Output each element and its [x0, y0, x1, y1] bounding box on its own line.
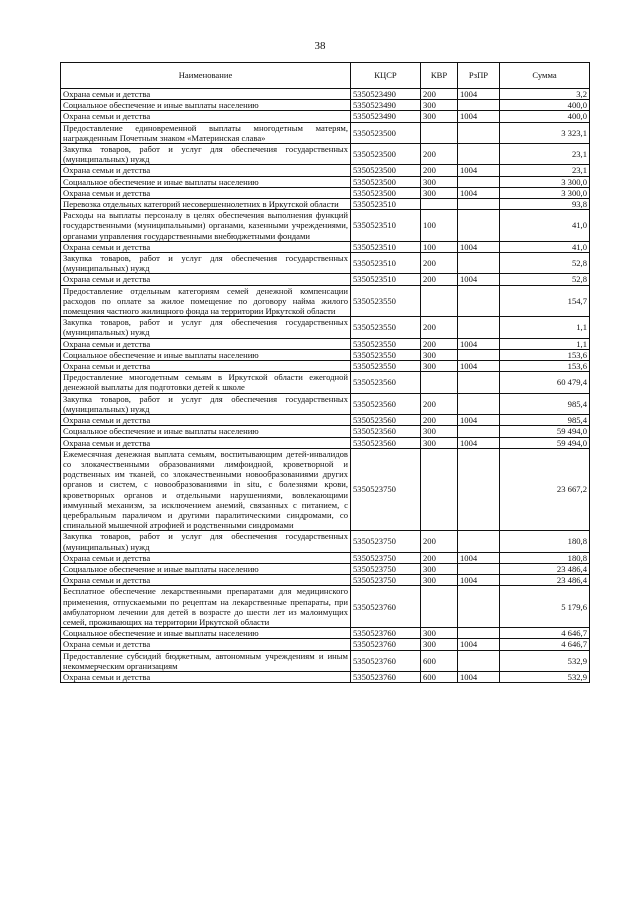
- cell-name: Социальное обеспечение и иные выплаты населению: [61, 426, 351, 437]
- cell-rzpr: [458, 317, 500, 338]
- cell-kvr: [421, 448, 458, 531]
- cell-rzpr: 1004: [458, 415, 500, 426]
- cell-rzpr: [458, 100, 500, 111]
- cell-rzpr: [458, 393, 500, 414]
- table-row: [61, 111, 590, 122]
- table-row: [61, 586, 590, 628]
- table-row: [61, 122, 590, 143]
- cell-sum: 41,0: [500, 210, 590, 242]
- cell-kcsr: 5350523550: [351, 361, 421, 372]
- table-row: [61, 531, 590, 552]
- table-row: [61, 552, 590, 563]
- cell-rzpr: 1004: [458, 639, 500, 650]
- table-row: [61, 144, 590, 165]
- cell-rzpr: 1004: [458, 437, 500, 448]
- cell-kvr: 200: [421, 274, 458, 285]
- cell-rzpr: [458, 176, 500, 187]
- cell-kcsr: 5350523510: [351, 210, 421, 242]
- cell-name: Закупка товаров, работ и услуг для обеспечения государственных (муниципальных) нужд: [61, 317, 351, 338]
- page-number: 38: [314, 40, 326, 52]
- table-row: [61, 89, 590, 100]
- cell-rzpr: [458, 628, 500, 639]
- cell-rzpr: 1004: [458, 241, 500, 252]
- cell-rzpr: [458, 253, 500, 274]
- table-row: [61, 253, 590, 274]
- cell-sum: 23,1: [500, 165, 590, 176]
- cell-name: Перевозка отдельных категорий несовершеннолетних в Иркутской области: [61, 199, 351, 210]
- cell-kvr: 200: [421, 144, 458, 165]
- cell-name: Охрана семьи и детства: [61, 274, 351, 285]
- table-row: [61, 448, 590, 531]
- cell-sum: 532,9: [500, 671, 590, 682]
- cell-name: Расходы на выплаты персоналу в целях обеспечения выполнения функций государственными (муниципальными) органами, казенными учреждениями, органами управления государственными внебюджетными фондами: [61, 210, 351, 242]
- cell-name: Социальное обеспечение и иные выплаты населению: [61, 628, 351, 639]
- cell-kcsr: 5350523490: [351, 89, 421, 100]
- cell-kcsr: 5350523490: [351, 111, 421, 122]
- table-row: [61, 628, 590, 639]
- cell-kcsr: 5350523750: [351, 448, 421, 531]
- cell-kvr: 600: [421, 671, 458, 682]
- table-row: [61, 100, 590, 111]
- cell-sum: 3 323,1: [500, 122, 590, 143]
- cell-kcsr: 5350523750: [351, 552, 421, 563]
- cell-name: Предоставление субсидий бюджетным, автономным учреждениям и иным некоммерческим организациям: [61, 650, 351, 671]
- table-row: [61, 575, 590, 586]
- cell-sum: 180,8: [500, 531, 590, 552]
- cell-name: Охрана семьи и детства: [61, 338, 351, 349]
- cell-kcsr: 5350523560: [351, 393, 421, 414]
- cell-kcsr: 5350523560: [351, 372, 421, 393]
- table-row: [61, 187, 590, 198]
- cell-rzpr: [458, 448, 500, 531]
- cell-name: Охрана семьи и детства: [61, 89, 351, 100]
- cell-kcsr: 5350523750: [351, 531, 421, 552]
- cell-kcsr: 5350523510: [351, 253, 421, 274]
- cell-rzpr: [458, 144, 500, 165]
- table-row: [61, 274, 590, 285]
- cell-name: Охрана семьи и детства: [61, 361, 351, 372]
- cell-sum: 23,1: [500, 144, 590, 165]
- cell-name: Предоставление многодетным семьям в Иркутской области ежегодной денежной выплаты для подготовки детей к школе: [61, 372, 351, 393]
- cell-kcsr: 5350523510: [351, 199, 421, 210]
- cell-sum: 41,0: [500, 241, 590, 252]
- cell-name: Социальное обеспечение и иные выплаты населению: [61, 176, 351, 187]
- cell-rzpr: 1004: [458, 274, 500, 285]
- cell-sum: 23 667,2: [500, 448, 590, 531]
- cell-sum: 52,8: [500, 253, 590, 274]
- cell-sum: 3 300,0: [500, 176, 590, 187]
- cell-kvr: 600: [421, 650, 458, 671]
- cell-rzpr: [458, 372, 500, 393]
- cell-rzpr: 1004: [458, 165, 500, 176]
- cell-kcsr: 5350523500: [351, 122, 421, 143]
- cell-sum: 400,0: [500, 111, 590, 122]
- cell-rzpr: [458, 531, 500, 552]
- cell-sum: 1,1: [500, 338, 590, 349]
- table-row: [61, 285, 590, 317]
- cell-kvr: [421, 285, 458, 317]
- cell-rzpr: [458, 650, 500, 671]
- cell-kvr: 300: [421, 563, 458, 574]
- cell-kcsr: 5350523760: [351, 671, 421, 682]
- header-kvr: КВР: [421, 63, 458, 89]
- table-row: [61, 415, 590, 426]
- cell-sum: 59 494,0: [500, 426, 590, 437]
- table-body: [61, 89, 590, 683]
- cell-kcsr: 5350523760: [351, 628, 421, 639]
- table-header: [61, 63, 590, 89]
- table-row: [61, 210, 590, 242]
- header-name: Наименование: [61, 63, 351, 89]
- cell-name: Социальное обеспечение и иные выплаты населению: [61, 100, 351, 111]
- cell-name: Охрана семьи и детства: [61, 165, 351, 176]
- cell-kvr: 300: [421, 361, 458, 372]
- cell-sum: 985,4: [500, 393, 590, 414]
- cell-rzpr: 1004: [458, 111, 500, 122]
- table-row: [61, 650, 590, 671]
- cell-kvr: 300: [421, 575, 458, 586]
- cell-name: Охрана семьи и детства: [61, 187, 351, 198]
- cell-sum: 23 486,4: [500, 563, 590, 574]
- cell-sum: 1,1: [500, 317, 590, 338]
- cell-kvr: 200: [421, 89, 458, 100]
- cell-rzpr: 1004: [458, 361, 500, 372]
- cell-kcsr: 5350523560: [351, 426, 421, 437]
- cell-name: Бесплатное обеспечение лекарственными препаратами для медицинского применения, отпускаемыми по рецептам на лекарственные препараты, при амбулаторном лечении для детей в возрасте до шести лет из малоимущих семей, проживающих на территории Иркутской области: [61, 586, 351, 628]
- cell-kcsr: 5350523750: [351, 563, 421, 574]
- cell-kcsr: 5350523560: [351, 437, 421, 448]
- cell-name: Предоставление единовременной выплаты многодетным матерям, награжденным Почетным знаком «Материнская слава»: [61, 122, 351, 143]
- table-row: [61, 349, 590, 360]
- cell-name: Закупка товаров, работ и услуг для обеспечения государственных (муниципальных) нужд: [61, 393, 351, 414]
- cell-kvr: [421, 372, 458, 393]
- table-row: [61, 563, 590, 574]
- cell-rzpr: [458, 563, 500, 574]
- cell-kcsr: 5350523760: [351, 650, 421, 671]
- cell-kvr: 300: [421, 437, 458, 448]
- cell-kvr: 200: [421, 317, 458, 338]
- cell-kcsr: 5350523550: [351, 349, 421, 360]
- cell-sum: 4 646,7: [500, 639, 590, 650]
- cell-kcsr: 5350523760: [351, 586, 421, 628]
- cell-kcsr: 5350523760: [351, 639, 421, 650]
- header-rzpr: РзПР: [458, 63, 500, 89]
- cell-kvr: 200: [421, 253, 458, 274]
- cell-kvr: 200: [421, 338, 458, 349]
- cell-sum: 153,6: [500, 349, 590, 360]
- cell-name: Ежемесячная денежная выплата семьям, воспитывающим детей-инвалидов со злокачественными образованиями лимфоидной, кроветворной и родственных им тканей, со злокачественными новообразованиями других органов и систем, с новообразованиями in situ, с болезнями крови, кроветворных органов и отдельными нарушениями, вовлекающими иммунный механизм, за исключением анемий, связанных с питанием, с церебральным параличом и другими паралитическими синдромами, со спинальной мышечной атрофией и родственными синдромами: [61, 448, 351, 531]
- cell-rzpr: [458, 199, 500, 210]
- cell-kvr: 200: [421, 531, 458, 552]
- cell-sum: 154,7: [500, 285, 590, 317]
- table-row: [61, 639, 590, 650]
- table-row: [61, 241, 590, 252]
- cell-kcsr: 5350523490: [351, 100, 421, 111]
- cell-name: Охрана семьи и детства: [61, 671, 351, 682]
- header-row: [61, 63, 590, 89]
- cell-rzpr: [458, 210, 500, 242]
- cell-kcsr: 5350523550: [351, 317, 421, 338]
- cell-kvr: 200: [421, 552, 458, 563]
- cell-kcsr: 5350523500: [351, 144, 421, 165]
- cell-sum: 532,9: [500, 650, 590, 671]
- cell-kvr: 300: [421, 176, 458, 187]
- cell-kvr: 300: [421, 426, 458, 437]
- cell-kvr: 300: [421, 111, 458, 122]
- table-row: [61, 426, 590, 437]
- cell-kvr: [421, 122, 458, 143]
- cell-kvr: 300: [421, 639, 458, 650]
- cell-sum: 400,0: [500, 100, 590, 111]
- cell-rzpr: 1004: [458, 671, 500, 682]
- cell-sum: 180,8: [500, 552, 590, 563]
- cell-name: Охрана семьи и детства: [61, 437, 351, 448]
- cell-sum: 153,6: [500, 361, 590, 372]
- cell-name: Охрана семьи и детства: [61, 111, 351, 122]
- cell-sum: 93,8: [500, 199, 590, 210]
- cell-sum: 60 479,4: [500, 372, 590, 393]
- cell-name: Охрана семьи и детства: [61, 639, 351, 650]
- cell-kvr: 300: [421, 349, 458, 360]
- cell-rzpr: 1004: [458, 338, 500, 349]
- cell-kvr: 300: [421, 100, 458, 111]
- table-row: [61, 393, 590, 414]
- cell-name: Закупка товаров, работ и услуг для обеспечения государственных (муниципальных) нужд: [61, 531, 351, 552]
- cell-sum: 3 300,0: [500, 187, 590, 198]
- cell-kvr: 300: [421, 187, 458, 198]
- cell-name: Социальное обеспечение и иные выплаты населению: [61, 349, 351, 360]
- cell-name: Охрана семьи и детства: [61, 552, 351, 563]
- cell-rzpr: 1004: [458, 187, 500, 198]
- cell-kcsr: 5350523500: [351, 176, 421, 187]
- cell-sum: 59 494,0: [500, 437, 590, 448]
- cell-kvr: [421, 199, 458, 210]
- cell-kvr: 200: [421, 165, 458, 176]
- cell-name: Предоставление отдельным категориям семей денежной компенсации расходов по оплате за жилое помещение по договору найма жилого помещения частного жилищного фонда на территории Иркутской области: [61, 285, 351, 317]
- table-row: [61, 199, 590, 210]
- cell-sum: 3,2: [500, 89, 590, 100]
- cell-rzpr: 1004: [458, 575, 500, 586]
- cell-sum: 5 179,6: [500, 586, 590, 628]
- cell-name: Охрана семьи и детства: [61, 241, 351, 252]
- budget-table: [60, 62, 590, 683]
- cell-rzpr: [458, 586, 500, 628]
- cell-rzpr: 1004: [458, 552, 500, 563]
- cell-kvr: 100: [421, 241, 458, 252]
- header-kcsr: КЦСР: [351, 63, 421, 89]
- cell-kcsr: 5350523750: [351, 575, 421, 586]
- cell-sum: 4 646,7: [500, 628, 590, 639]
- cell-kcsr: 5350523500: [351, 165, 421, 176]
- cell-kcsr: 5350523550: [351, 285, 421, 317]
- cell-kcsr: 5350523510: [351, 274, 421, 285]
- cell-rzpr: [458, 122, 500, 143]
- table-row: [61, 176, 590, 187]
- cell-rzpr: [458, 349, 500, 360]
- cell-kvr: 100: [421, 210, 458, 242]
- cell-kcsr: 5350523500: [351, 187, 421, 198]
- cell-sum: 52,8: [500, 274, 590, 285]
- table-row: [61, 671, 590, 682]
- cell-name: Охрана семьи и детства: [61, 575, 351, 586]
- table-row: [61, 165, 590, 176]
- cell-kcsr: 5350523560: [351, 415, 421, 426]
- cell-name: Социальное обеспечение и иные выплаты населению: [61, 563, 351, 574]
- header-sum: Сумма: [500, 63, 590, 89]
- table-row: [61, 372, 590, 393]
- table-row: [61, 437, 590, 448]
- cell-kvr: 200: [421, 393, 458, 414]
- cell-kcsr: 5350523510: [351, 241, 421, 252]
- cell-kvr: 200: [421, 415, 458, 426]
- cell-rzpr: [458, 285, 500, 317]
- cell-rzpr: 1004: [458, 89, 500, 100]
- cell-name: Закупка товаров, работ и услуг для обеспечения государственных (муниципальных) нужд: [61, 253, 351, 274]
- table-row: [61, 361, 590, 372]
- table-row: [61, 317, 590, 338]
- cell-kvr: 300: [421, 628, 458, 639]
- cell-kvr: [421, 586, 458, 628]
- cell-kcsr: 5350523550: [351, 338, 421, 349]
- cell-sum: 23 486,4: [500, 575, 590, 586]
- cell-rzpr: [458, 426, 500, 437]
- cell-sum: 985,4: [500, 415, 590, 426]
- table-row: [61, 338, 590, 349]
- cell-name: Охрана семьи и детства: [61, 415, 351, 426]
- cell-name: Закупка товаров, работ и услуг для обеспечения государственных (муниципальных) нужд: [61, 144, 351, 165]
